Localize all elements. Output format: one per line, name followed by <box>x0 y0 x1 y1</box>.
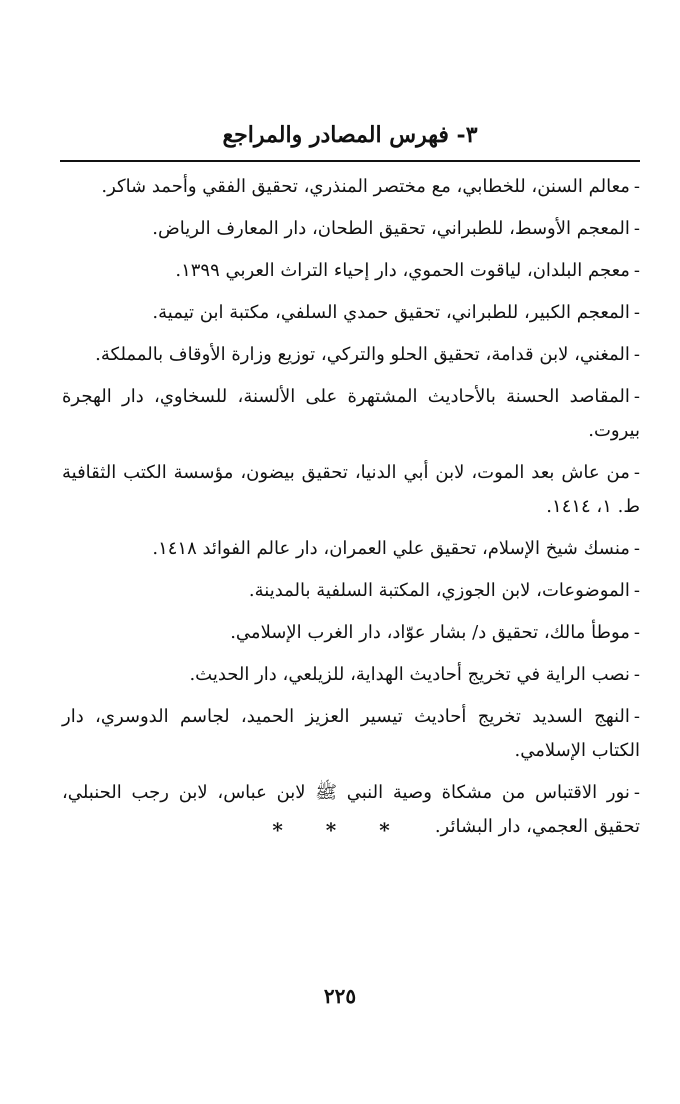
entry-dash: - <box>633 218 640 239</box>
entry-dash: - <box>633 782 640 803</box>
entry-text: النهج السديد تخريج أحاديث تيسير العزيز الحميد، لجاسم الدوسري، دار الكتاب الإسلامي. <box>62 706 640 761</box>
bibliography-entry <box>62 574 640 608</box>
bibliography-entry <box>62 700 640 768</box>
bibliography-entry <box>62 532 640 566</box>
entry-dash: - <box>633 462 640 483</box>
entry-text: معالم السنن، للخطابي، مع مختصر المنذري، تحقيق الفقي وأحمد شاكر. <box>101 176 630 197</box>
section-separator: * * * <box>272 818 408 842</box>
entry-dash: - <box>633 260 640 281</box>
entry-text: الموضوعات، لابن الجوزي، المكتبة السلفية بالمدينة. <box>248 580 630 601</box>
entry-text: المقاصد الحسنة بالأحاديث المشتهرة على الألسنة، للسخاوي، دار الهجرة بيروت. <box>62 386 640 441</box>
entry-dash: - <box>633 386 640 407</box>
bibliography-entry <box>62 338 640 372</box>
entry-dash: - <box>633 664 640 685</box>
bibliography-entry <box>62 616 640 650</box>
bibliography-entry <box>62 658 640 692</box>
bibliography-entry <box>62 296 640 330</box>
entry-text: موطأ مالك، تحقيق د/ بشار عوّاد، دار الغرب الإسلامي. <box>230 622 630 643</box>
bibliography-list <box>62 170 640 852</box>
entry-dash: - <box>633 580 640 601</box>
entry-dash: - <box>633 622 640 643</box>
entry-dash: - <box>633 706 640 727</box>
entry-dash: - <box>633 344 640 365</box>
entry-text: منسك شيخ الإسلام، تحقيق علي العمران، دار عالم الفوائد ١٤١٨. <box>152 538 630 559</box>
entry-dash: - <box>633 176 640 197</box>
bibliography-entry <box>62 456 640 524</box>
bibliography-entry <box>62 212 640 246</box>
section-heading: ٣- فهرس المصادر والمراجع <box>222 122 478 148</box>
bibliography-entry <box>62 254 640 288</box>
entry-text: المغني، لابن قدامة، تحقيق الحلو والتركي، توزيع وزارة الأوقاف بالمملكة. <box>95 344 630 365</box>
entry-text: المعجم الكبير، للطبراني، تحقيق حمدي السلفي، مكتبة ابن تيمية. <box>152 302 630 323</box>
entry-text: معجم البلدان، لياقوت الحموي، دار إحياء التراث العربي ١٣٩٩. <box>175 260 630 281</box>
entry-dash: - <box>633 538 640 559</box>
bibliography-entry <box>62 380 640 448</box>
page-number: ٢٢٥ <box>323 984 357 1008</box>
entry-text: من عاش بعد الموت، لابن أبي الدنيا، تحقيق بيضون، مؤسسة الكتب الثقافية ط. ١، ١٤١٤. <box>62 462 640 517</box>
entry-dash: - <box>633 302 640 323</box>
bibliography-entry <box>62 170 640 204</box>
entry-text: نصب الراية في تخريج أحاديث الهداية، للزيلعي، دار الحديث. <box>189 664 630 685</box>
heading-rule <box>60 160 640 162</box>
entry-text: المعجم الأوسط، للطبراني، تحقيق الطحان، دار المعارف الرياض. <box>152 218 630 239</box>
entry-text: نور الاقتباس من مشكاة وصية النبي ﷺ لابن عباس، لابن رجب الحنبلي، تحقيق العجمي، دار البشائر. <box>62 782 640 837</box>
